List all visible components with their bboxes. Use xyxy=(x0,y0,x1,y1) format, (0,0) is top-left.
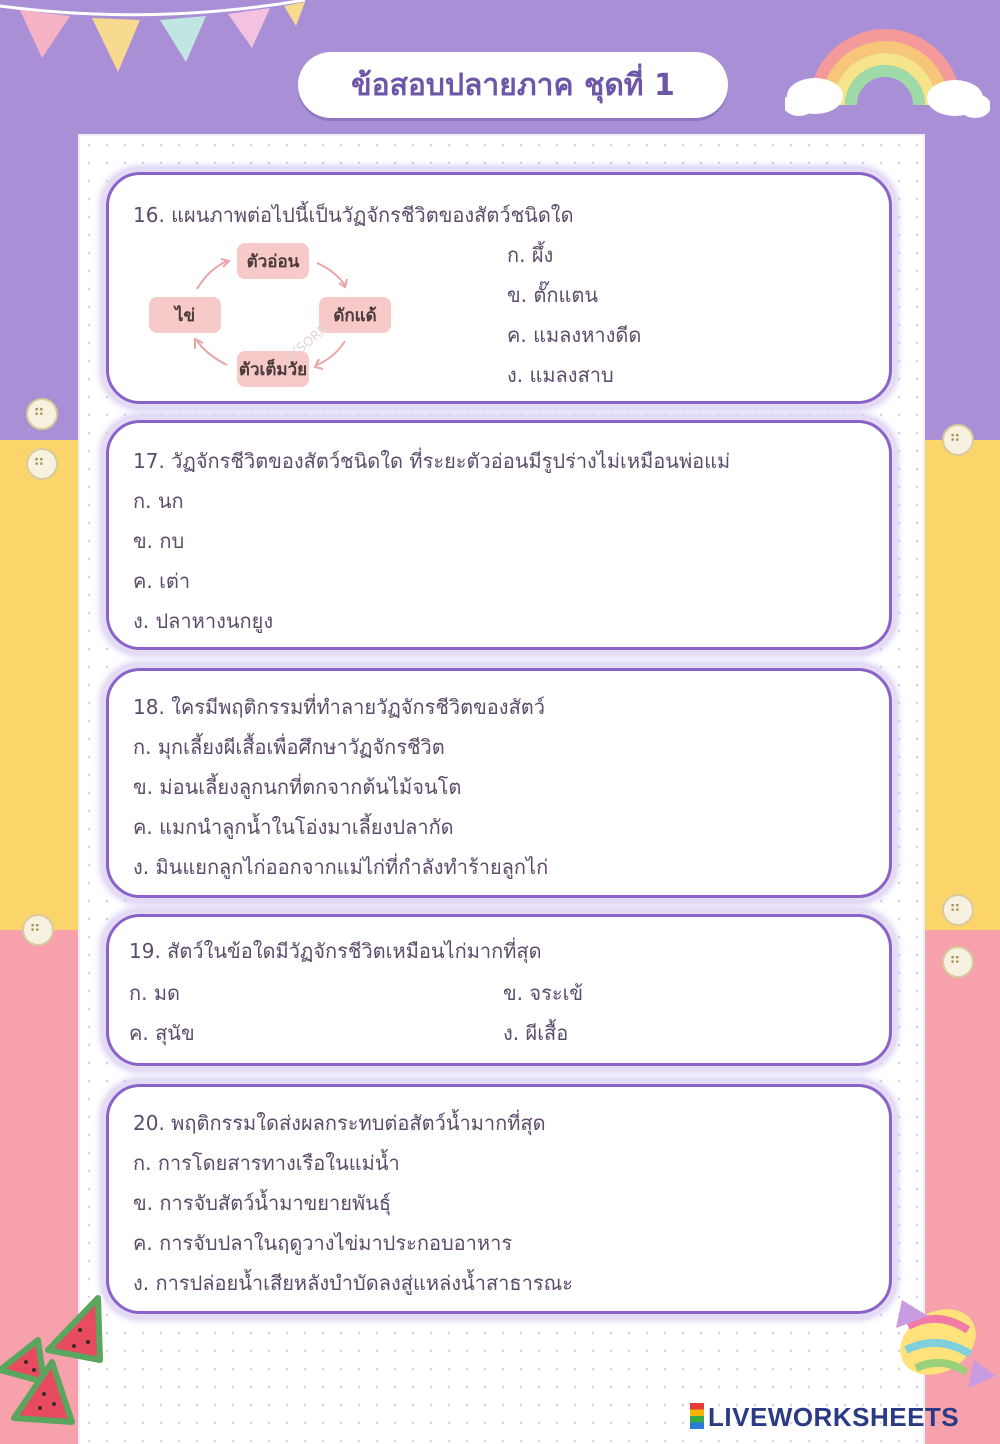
choice-b[interactable]: ข. ม่อนเลี้ยงลูกนกที่ตกจากต้นไม้จนโต xyxy=(133,775,462,799)
question-card-16 xyxy=(106,172,892,404)
button-decoration xyxy=(942,424,974,456)
cycle-arrows-icon xyxy=(149,237,399,387)
choice-a[interactable]: ก. การโดยสารทางเรือในแม่น้ำ xyxy=(133,1151,400,1175)
watermark: AKSORN xyxy=(280,321,333,368)
choice-d[interactable]: ง. มินแยกลูกไก่ออกจากแม่ไก่ที่กำลังทำร้ายลูกไก่ xyxy=(133,855,549,879)
choice-a[interactable]: ก. นก xyxy=(133,489,184,513)
stage-larva: ตัวอ่อน xyxy=(237,243,309,279)
page-title: ข้อสอบปลายภาค ชุดที่ 1 xyxy=(298,52,728,118)
watermelon-decoration xyxy=(0,1290,140,1440)
button-decoration xyxy=(26,398,58,430)
bunting-decoration xyxy=(0,0,310,80)
question-text: 20. พฤติกรรมใดส่งผลกระทบต่อสัตว์น้ำมากที่สุด xyxy=(133,1111,546,1135)
choice-c[interactable]: ค. สุนัข xyxy=(129,1021,195,1045)
button-decoration xyxy=(942,946,974,978)
choice-b[interactable]: ข. จระเข้ xyxy=(503,981,584,1005)
question-text: 18. ใครมีพฤติกรรมที่ทำลายวัฏจักรชีวิตของสัตว์ xyxy=(133,695,545,719)
question-card-19 xyxy=(106,914,892,1066)
choice-a[interactable]: ก. มุกเลี้ยงผีเสื้อเพื่อศึกษาวัฏจักรชีวิต xyxy=(133,735,445,759)
liveworksheets-logo xyxy=(690,1402,959,1433)
brand-mark-icon xyxy=(690,1403,704,1429)
question-card-18 xyxy=(106,668,892,898)
stage-pupa: ดักแด้ xyxy=(319,297,391,333)
rainbow-decoration xyxy=(785,10,990,120)
choice-b[interactable]: ข. การจับสัตว์น้ำมาขยายพันธุ์ xyxy=(133,1191,392,1215)
choice-d[interactable]: ง. ผีเสื้อ xyxy=(503,1021,569,1045)
stage-adult: ตัวเต็มวัย xyxy=(237,351,309,387)
choice-b[interactable]: ข. ตั๊กแตน xyxy=(507,283,599,307)
choice-a[interactable]: ก. มด xyxy=(129,981,180,1005)
question-card-20 xyxy=(106,1084,892,1314)
button-decoration xyxy=(26,448,58,480)
choice-c[interactable]: ค. แมลงหางดีด xyxy=(507,323,642,347)
choice-c[interactable]: ค. แมกนำลูกน้ำในโอ่งมาเลี้ยงปลากัด xyxy=(133,815,454,839)
question-card-17 xyxy=(106,420,892,650)
brand-name: LIVEWORKSHEETS xyxy=(708,1402,960,1432)
choice-d[interactable]: ง. ปลาหางนกยูง xyxy=(133,609,274,633)
choice-d[interactable]: ง. การปล่อยน้ำเสียหลังบำบัดลงสู่แหล่งน้ำสาธารณะ xyxy=(133,1271,573,1295)
button-decoration xyxy=(942,894,974,926)
stage-egg: ไข่ xyxy=(149,297,221,333)
choice-d[interactable]: ง. แมลงสาบ xyxy=(507,363,614,387)
question-text: 16. แผนภาพต่อไปนี้เป็นวัฏจักรชีวิตของสัตว์ชนิดใด xyxy=(133,203,574,227)
candy-decoration xyxy=(872,1280,998,1400)
choice-b[interactable]: ข. กบ xyxy=(133,529,185,553)
question-text: 17. วัฏจักรชีวิตของสัตว์ชนิดใด ที่ระยะตัวอ่อนมีรูปร่างไม่เหมือนพ่อแม่ xyxy=(133,449,731,473)
choice-c[interactable]: ค. เต่า xyxy=(133,569,191,593)
button-decoration xyxy=(22,914,54,946)
question-text: 19. สัตว์ในข้อใดมีวัฏจักรชีวิตเหมือนไก่มากที่สุด xyxy=(129,939,542,963)
choice-c[interactable]: ค. การจับปลาในฤดูวางไข่มาประกอบอาหาร xyxy=(133,1231,513,1255)
life-cycle-diagram xyxy=(149,237,399,387)
choice-a[interactable]: ก. ผึ้ง xyxy=(507,243,554,267)
